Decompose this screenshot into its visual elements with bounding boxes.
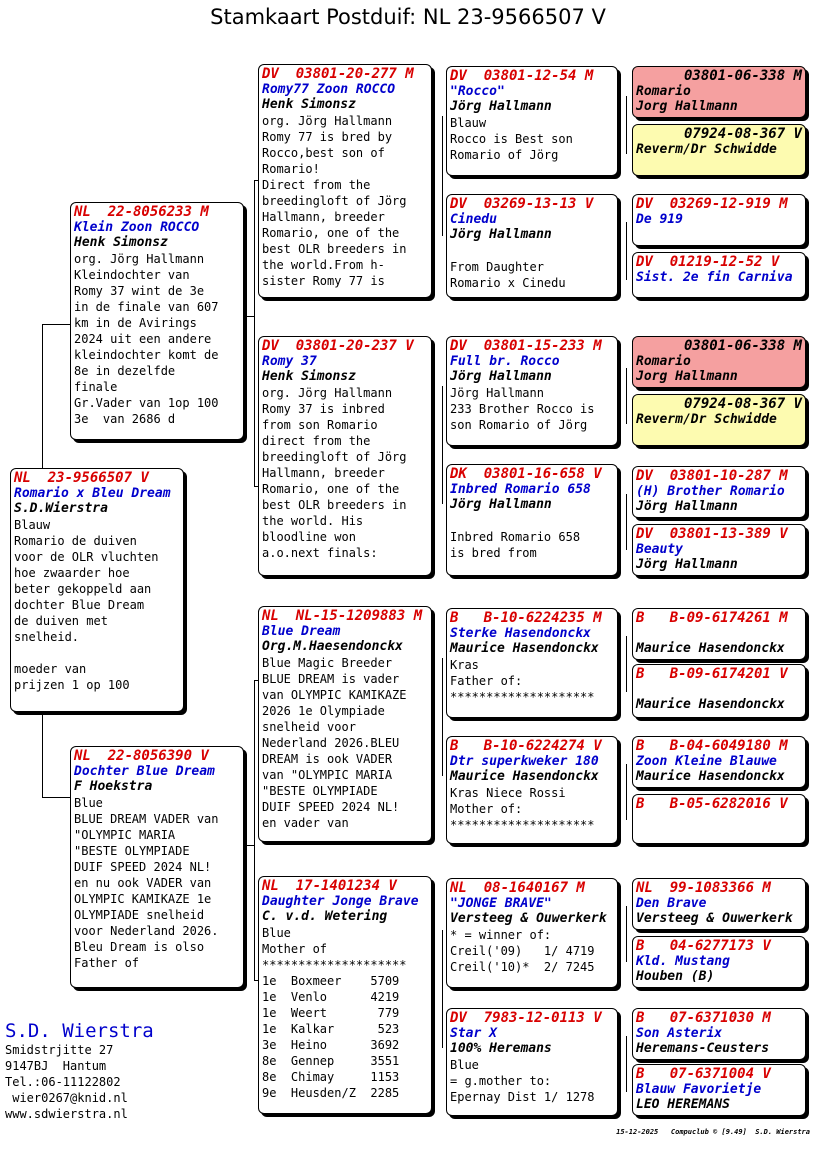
ring-number: DV 03801-20-237 V <box>262 338 414 354</box>
pigeon-notes: Kras Niece Rossi Mother of: ******************** <box>450 786 595 832</box>
breeder-street: Smidstrjitte 27 <box>5 1043 114 1057</box>
owner-name: Maurice Hasendonckx <box>450 769 599 784</box>
pigeon-name: Reverm/Dr Schwidde <box>636 142 777 157</box>
pigeon-card-dsd[interactable] <box>446 736 618 844</box>
pigeon-card-g4[interactable] <box>632 524 806 576</box>
pigeon-name: Inbred Romario 658 <box>450 482 591 497</box>
pigeon-card-sds[interactable] <box>446 336 618 446</box>
pigeon-name: De 919 <box>636 212 683 227</box>
pigeon-card-g4[interactable] <box>632 336 806 388</box>
pigeon-card-g4[interactable] <box>632 252 806 298</box>
pigeon-card-dds[interactable] <box>446 878 618 988</box>
pigeon-name: Dtr superkweker 180 <box>450 754 599 769</box>
owner-name: Jörg Hallmann <box>636 557 738 572</box>
ring-number: B 07-6371030 M <box>636 1010 771 1026</box>
owner-name: Jorg Hallmann <box>636 369 738 384</box>
ring-number: DV 01219-12-52 V <box>636 254 780 270</box>
ring-number: 07924-08-367 V <box>683 126 802 142</box>
pigeon-name: Romy 37 <box>262 354 317 369</box>
ring-number: DV 03269-12-919 M <box>636 196 788 212</box>
pigeon-name: Dochter Blue Dream <box>74 764 215 779</box>
pigeon-card-subject[interactable] <box>10 468 184 712</box>
owner-name: LEO HEREMANS <box>636 1097 730 1112</box>
ring-number: DV 03269-13-13 V <box>450 196 594 212</box>
pigeon-name: Klein Zoon ROCCO <box>74 220 200 235</box>
pigeon-name: Cinedu <box>450 212 497 227</box>
owner-name: Maurice Hasendonckx <box>636 641 785 656</box>
ring-number: DV 7983-12-0113 V <box>450 1010 602 1026</box>
pigeon-card-sdd[interactable] <box>446 464 618 576</box>
pigeon-notes: Blue = g.mother to: Epernay Dist 1/ 1278 <box>450 1058 595 1104</box>
pigeon-notes: Blauw Romario de duiven voor de OLR vluchten hoe zwaarder hoe beter gekoppeld aan dochter Blue Dream de duiven met snelheid. moeder van prijzen 1 op 100 <box>14 518 159 692</box>
pigeon-name: Romario <box>636 84 691 99</box>
pigeon-notes: Blue Magic Breeder BLUE DREAM is vader van OLYMPIC KAMIKAZE 2026 1e Olympiade snelheid voor Nederland 2026.BLEU DREAM is ook VADER van "OLYMPIC MARIA "BESTE OLYMPIADE DUIF SPEED 2024 NL! en vader van <box>262 656 407 830</box>
pigeon-notes: Blauw Rocco is Best son Romario of Jörg <box>450 116 573 162</box>
pigeon-name: Romario x Bleu Dream <box>14 486 171 501</box>
owner-name: Maurice Hasendonckx <box>636 697 785 712</box>
pigeon-card-g4[interactable] <box>632 194 806 246</box>
owner-name: Henk Simonsz <box>262 369 356 384</box>
pigeon-name: Romy77 Zoon ROCCO <box>262 82 396 97</box>
breeder-city: 9147BJ Hantum <box>5 1059 107 1073</box>
ring-number: DV 03801-15-233 M <box>450 338 602 354</box>
ring-number: NL 08-1640167 M <box>450 880 585 896</box>
owner-name: Jorg Hallmann <box>636 99 738 114</box>
pigeon-card-dd[interactable] <box>258 876 432 1114</box>
pigeon-notes: * = winner of: Creil('09) 1/ 4719 Creil('10)* 2/ 7245 <box>450 928 595 974</box>
pigeon-card-g4[interactable] <box>632 466 806 518</box>
pigeon-name: "JONGE BRAVE" <box>450 896 552 911</box>
owner-name: Henk Simonsz <box>74 235 168 250</box>
pigeon-card-g4[interactable] <box>632 66 806 118</box>
pigeon-name: Star X <box>450 1026 497 1041</box>
owner-name: Houben (B) <box>636 969 715 984</box>
pigeon-card-sire[interactable] <box>70 202 244 440</box>
ring-number: B B-04-6049180 M <box>636 738 788 754</box>
page-title: Stamkaart Postduif: NL 23-9566507 V <box>210 5 606 29</box>
ring-number: NL 17-1401234 V <box>262 878 397 894</box>
ring-number: NL 22-8056390 V <box>74 748 209 764</box>
pigeon-name: Full br. Rocco <box>450 354 560 369</box>
ring-number: B B-05-6282016 V <box>636 796 788 812</box>
pigeon-notes: Jörg Hallmann 233 Brother Rocco is son Romario of Jörg <box>450 386 595 432</box>
owner-name: S.D.Wierstra <box>14 501 108 516</box>
pigeon-notes: org. Jörg Hallmann Romy 77 is bred by Rocco,best son of Romario! Direct from the breedingloft of Jörg Hallmann, breeder Romario, one of the best OLR breeders in the world.From h- sister Romy 77 is <box>262 114 407 288</box>
pigeon-card-sss[interactable] <box>446 66 618 176</box>
pigeon-name: Son Asterix <box>636 1026 723 1041</box>
pigeon-name <box>636 626 802 641</box>
owner-name: Heremans-Ceusters <box>636 1041 770 1056</box>
ring-number: B B-09-6174201 V <box>636 666 788 682</box>
ring-number: DV 03801-13-389 V <box>636 526 788 542</box>
pigeon-card-g4[interactable] <box>632 608 806 660</box>
ring-number: B 07-6371004 V <box>636 1066 771 1082</box>
pigeon-card-ss[interactable] <box>258 64 432 298</box>
ring-number: DV 03801-12-54 M <box>450 68 594 84</box>
pigeon-name: Sist. 2e fin Carniva <box>636 270 793 285</box>
pigeon-card-g4[interactable] <box>632 936 806 988</box>
ring-number: NL NL-15-1209883 M <box>262 608 423 624</box>
ring-number: NL 22-8056233 M <box>74 204 209 220</box>
pigeon-card-g4[interactable] <box>632 736 806 788</box>
ring-number: DV 03801-20-277 M <box>262 66 414 82</box>
pigeon-name: Zoon Kleine Blauwe <box>636 754 777 769</box>
pigeon-card-sd[interactable] <box>258 336 432 576</box>
ring-number: DV 03801-10-287 M <box>636 468 788 484</box>
owner-name: Org.M.Haesendonckx <box>262 639 403 654</box>
pigeon-card-g4[interactable] <box>632 794 806 844</box>
ring-number: 03801-06-338 M <box>683 338 802 354</box>
owner-name: Jörg Hallmann <box>450 227 552 242</box>
pigeon-name: Blauw Favorietje <box>636 1082 762 1097</box>
pigeon-notes: Kras Father of: ******************** <box>450 658 595 704</box>
pigeon-name: (H) Brother Romario <box>636 484 785 499</box>
owner-name: Henk Simonsz <box>262 97 356 112</box>
pigeon-name: Blue Dream <box>262 624 341 639</box>
footer-credit: 15-12-2025 Compuclub © [9.49] S.D. Wierstra <box>616 1128 810 1136</box>
pigeon-notes: From Daughter Romario x Cinedu <box>450 260 566 290</box>
owner-name: Jörg Hallmann <box>450 369 552 384</box>
owner-name: Jörg Hallmann <box>636 499 738 514</box>
owner-name: Maurice Hasendonckx <box>636 769 785 784</box>
ring-number: NL 23-9566507 V <box>14 470 149 486</box>
pigeon-card-ds[interactable] <box>258 606 432 842</box>
pigeon-name: "Rocco" <box>450 84 505 99</box>
pigeon-name: Daughter Jonge Brave <box>262 894 419 909</box>
pigeon-card-g4[interactable] <box>632 394 806 446</box>
pigeon-card-g4[interactable] <box>632 878 806 930</box>
pigeon-notes: org. Jörg Hallmann Romy 37 is inbred from son Romario direct from the breedingloft of Jörg Hallmann, breeder Romario, one of the best OLR breeders in the world. His bloodline won a.o.next finals: <box>262 386 407 560</box>
pigeon-card-dss[interactable] <box>446 608 618 718</box>
owner-name: 100% Heremans <box>450 1041 552 1056</box>
pigeon-name: Kld. Mustang <box>636 954 730 969</box>
pigeon-notes: org. Jörg Hallmann Kleindochter van Romy 37 wint de 3e in de finale van 607 km in de Avirings 2024 uit een andere kleindochter komt de 8e in dezelfde finale Gr.Vader van 1op 100 3e van 2686 d <box>74 252 219 426</box>
ring-number: B B-10-6224235 M <box>450 610 602 626</box>
pigeon-notes: Blue BLUE DREAM VADER van "OLYMPIC MARIA "BESTE OLYMPIADE DUIF SPEED 2024 NL! en nu ook VADER van OLYMPIC KAMIKAZE 1e OLYMPIADE snelheid voor Nederland 2026. Bleu Dream is olso Father of <box>74 796 219 970</box>
pigeon-card-ssd[interactable] <box>446 194 618 298</box>
pigeon-name: Romario <box>636 354 691 369</box>
owner-name: Maurice Hasendonckx <box>450 641 599 656</box>
ring-number: B B-09-6174261 M <box>636 610 788 626</box>
owner-name: Versteeg & Ouwerkerk <box>636 911 793 926</box>
pigeon-notes: Inbred Romario 658 is bred from <box>450 530 581 560</box>
pigeon-name: Reverm/Dr Schwidde <box>636 412 777 427</box>
breeder-info <box>5 1020 154 1122</box>
pigeon-card-g4[interactable] <box>632 1008 806 1060</box>
owner-name: C. v.d. Wetering <box>262 909 388 924</box>
ring-number: B B-10-6224274 V <box>450 738 602 754</box>
owner-name: Jörg Hallmann <box>450 99 552 114</box>
pigeon-name: Sterke Hasendonckx <box>450 626 591 641</box>
owner-name: Jörg Hallmann <box>450 497 552 512</box>
owner-name: F Hoekstra <box>74 779 153 794</box>
pigeon-card-g4[interactable] <box>632 664 806 718</box>
pigeon-card-ddd[interactable] <box>446 1008 618 1116</box>
pigeon-name <box>636 682 802 697</box>
breeder-name: S.D. Wierstra <box>5 1020 154 1042</box>
pigeon-card-g4[interactable] <box>632 1064 806 1116</box>
pigeon-name: Beauty <box>636 542 683 557</box>
ring-number: 07924-08-367 V <box>683 396 802 412</box>
ring-number: DK 03801-16-658 V <box>450 466 602 482</box>
pigeon-card-g4[interactable] <box>632 124 806 176</box>
breeder-website[interactable]: www.sdwierstra.nl <box>5 1107 128 1121</box>
owner-name: Versteeg & Ouwerkerk <box>450 911 607 926</box>
ring-number: NL 99-1083366 M <box>636 880 771 896</box>
ring-number: 03801-06-338 M <box>683 68 802 84</box>
pigeon-name: Den Brave <box>636 896 707 911</box>
pigeon-card-dam[interactable] <box>70 746 244 988</box>
breeder-email[interactable]: wier0267@knid.nl <box>5 1091 128 1105</box>
ring-number: B 04-6277173 V <box>636 938 771 954</box>
pigeon-notes: Blue Mother of ******************** 1e Boxmeer 5709 1e Venlo 4219 1e Weert 779 1e Kalkar 523 3e Heino 3692 8e Gennep 3551 8e Chimay 1153 9e Heusden/Z 2285 <box>262 926 407 1100</box>
breeder-phone: Tel.:06-11122802 <box>5 1075 121 1089</box>
